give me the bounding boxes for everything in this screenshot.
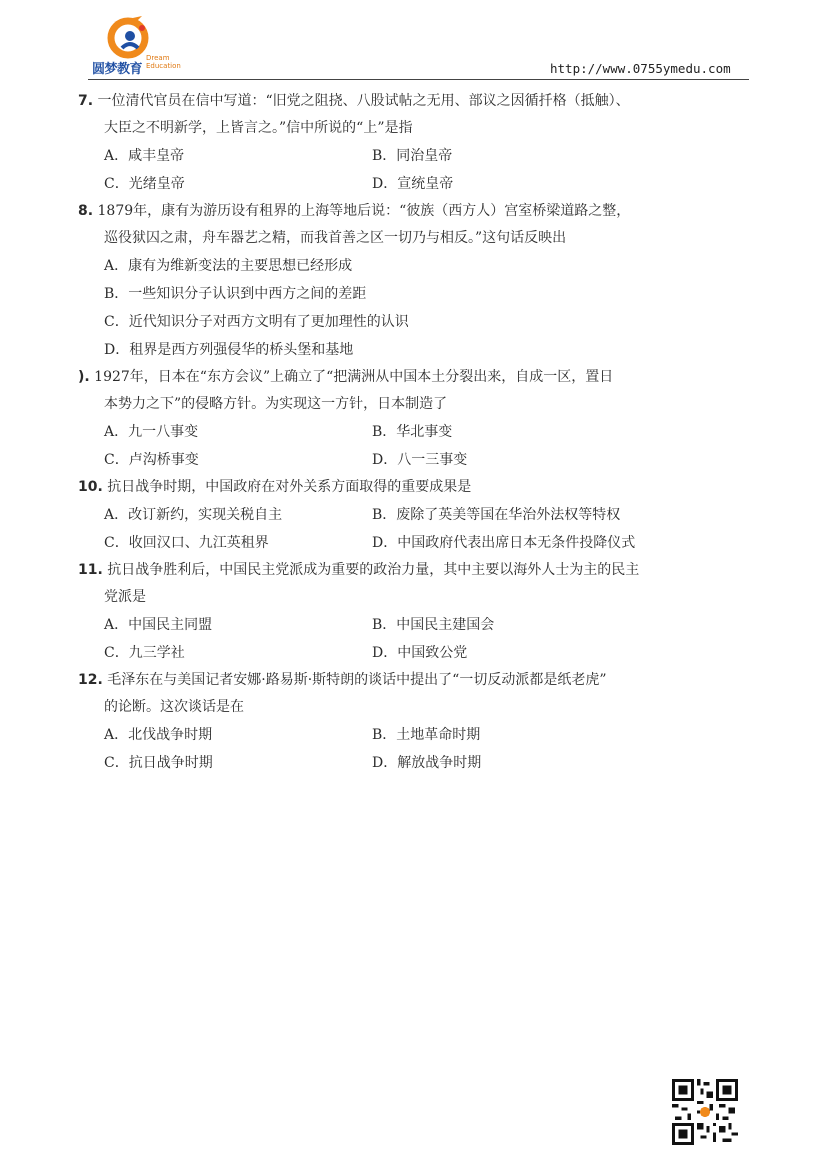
- options: [78, 142, 678, 198]
- question-stem: 8. 1879年，康有为游历设有租界的上海等地后说：“彼族（西方人）宫室桥梁道路之整，: [78, 203, 631, 219]
- question-11: [78, 557, 678, 667]
- option-d: D．八一三事变: [372, 452, 468, 468]
- question-8: [78, 198, 678, 364]
- option-b: B．土地革命时期: [372, 727, 481, 743]
- question-number: ).: [78, 369, 90, 385]
- option-b: B．一些知识分子认识到中西方之间的差距: [104, 286, 367, 302]
- options: [78, 501, 678, 557]
- logo-english-text: Dream Education: [146, 54, 181, 70]
- question-stem: 11. 抗日战争胜利后，中国民主党派成为重要的政治力量，其中主要以海外人士为主的民主: [78, 562, 640, 578]
- question-stem-continued: 党派是: [104, 589, 146, 605]
- option-b: B．华北事变: [372, 424, 453, 440]
- option-c: C．近代知识分子对西方文明有了更加理性的认识: [104, 314, 409, 330]
- header-divider: [88, 79, 749, 80]
- logo-chinese-text: 圆梦教育: [92, 62, 143, 77]
- question-stem-continued: 的论断。这次谈话是在: [104, 699, 244, 715]
- option-a: A．中国民主同盟: [104, 617, 213, 633]
- options: [78, 611, 678, 667]
- option-d: D．中国政府代表出席日本无条件投降仪式: [372, 535, 636, 551]
- option-c: C．收回汉口、九江英租界: [104, 535, 269, 551]
- question-number: 10.: [78, 479, 103, 495]
- option-a: A．康有为维新变法的主要思想已经形成: [104, 258, 353, 274]
- options: [78, 418, 678, 474]
- question-number: 11.: [78, 562, 103, 578]
- qr-code-icon: [670, 1079, 740, 1145]
- option-a: A．北伐战争时期: [104, 727, 213, 743]
- question-stem-continued: 巡役狱囚之肃，舟车器艺之精，而我首善之区一切乃与相反。”这句话反映出: [104, 230, 567, 246]
- question-stem: 7. 一位清代官员在信中写道：“旧党之阻挠、八股试帖之无用、部议之因循扦格（抵触）、: [78, 93, 630, 109]
- option-c: C．卢沟桥事变: [104, 452, 199, 468]
- option-d: D．中国致公党: [372, 645, 468, 661]
- option-b: B．同治皇帝: [372, 148, 453, 164]
- question-number: 12.: [78, 672, 103, 688]
- header-url: http://www.0755ymedu.com: [550, 61, 731, 76]
- options: [78, 252, 678, 364]
- question-stem: 10. 抗日战争时期，中国政府在对外关系方面取得的重要成果是: [78, 479, 472, 495]
- question-12: [78, 667, 678, 777]
- option-b: B．废除了英美等国在华治外法权等特权: [372, 507, 621, 523]
- question-list: [78, 88, 678, 777]
- page-header: [0, 0, 826, 82]
- options: [78, 721, 678, 777]
- question-number: 7.: [78, 93, 94, 109]
- option-c: C．抗日战争时期: [104, 755, 213, 771]
- question-stem-continued: 大臣之不明新学，上皆言之。”信中所说的“上”是指: [104, 120, 413, 136]
- option-b: B．中国民主建国会: [372, 617, 495, 633]
- option-d: D．宣统皇帝: [372, 176, 454, 192]
- question-stem: 12. 毛泽东在与美国记者安娜·路易斯·斯特朗的谈话中提出了“一切反动派都是纸老虎”: [78, 672, 607, 688]
- question-7: [78, 88, 678, 198]
- option-c: C．九三学社: [104, 645, 185, 661]
- option-a: A．九一八事变: [104, 424, 199, 440]
- question-10: [78, 474, 678, 557]
- option-a: A．改订新约，实现关税自主: [104, 507, 283, 523]
- option-d: D．解放战争时期: [372, 755, 482, 771]
- question-number: 8.: [78, 203, 94, 219]
- question-stem-continued: 本势力之下”的侵略方针。为实现这一方针，日本制造了: [104, 396, 448, 412]
- option-d: D．租界是西方列强侵华的桥头堡和基地: [104, 342, 354, 358]
- question-9: [78, 364, 678, 474]
- option-a: A．咸丰皇帝: [104, 148, 185, 164]
- option-c: C．光绪皇帝: [104, 176, 185, 192]
- question-stem: ). 1927年，日本在“东方会议”上确立了“把满洲从中国本土分裂出来，自成一区，置日: [78, 369, 614, 385]
